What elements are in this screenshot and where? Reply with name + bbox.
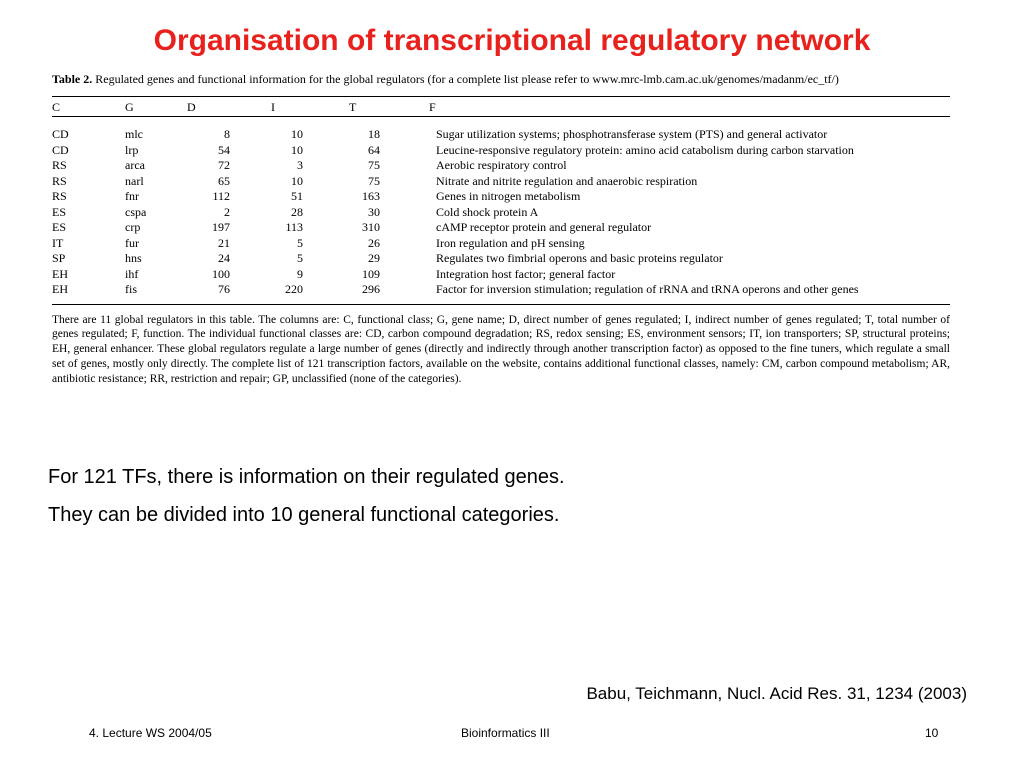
cell-total: 75 bbox=[368, 158, 380, 172]
cell-indirect: 220 bbox=[285, 282, 303, 296]
cell-total: 109 bbox=[362, 266, 380, 281]
header-i: I bbox=[271, 100, 275, 114]
cell-direct: 8 bbox=[224, 127, 230, 141]
footer-lecture: 4. Lecture WS 2004/05 bbox=[89, 726, 212, 740]
header-d: D bbox=[187, 100, 196, 114]
header-g: G bbox=[125, 100, 134, 114]
table-caption-label: Table 2. bbox=[52, 72, 93, 86]
cell-direct: 54 bbox=[218, 142, 230, 157]
cell-indirect: 10 bbox=[291, 142, 303, 157]
cell-class: ES bbox=[52, 204, 67, 219]
table-footnote: There are 11 global regulators in this table. The columns are: C, functional class; G, gene name; D, direct number of genes regulated; I, indirect number of genes regulated; T, total number of genes regulated; F, function. The individual functional classes are: CD, carbon compound degradation; RS, redox sensing; ES, environment sensors; IT, ion transporters; SP, structural proteins; EH, general enhancer. These global regulators regulate a large number of genes (directly and indirectly through another transcription factor) as opposed to the fine tuners, which regulate a small set of genes, mostly only directly. The complete list of 121 transcription factors, available on the website, contains additional functional classes, namely: CM, carbon compound metabolism; AR, antibiotic resistance; RR, restriction and repair; GP, unclassified (none of the categories). bbox=[52, 313, 950, 385]
cell-class: CD bbox=[52, 142, 69, 157]
cell-total: 310 bbox=[362, 220, 380, 234]
cell-gene: fnr bbox=[125, 189, 139, 203]
table-row bbox=[52, 267, 950, 283]
table-row bbox=[52, 143, 950, 159]
bullet-item: For 121 TFs, there is information on their regulated genes. bbox=[48, 466, 565, 488]
cell-direct: 2 bbox=[224, 204, 230, 219]
slide-title: Organisation of transcriptional regulatory network bbox=[153, 24, 871, 57]
cell-function: Integration host factor; general factor bbox=[436, 266, 616, 281]
cell-class: RS bbox=[52, 158, 67, 172]
footer-course: Bioinformatics III bbox=[461, 726, 550, 740]
table-row bbox=[52, 174, 950, 190]
bullet-item: They can be divided into 10 general functional categories. bbox=[48, 504, 560, 526]
cell-indirect: 10 bbox=[291, 127, 303, 141]
cell-class: ES bbox=[52, 220, 67, 234]
citation: Babu, Teichmann, Nucl. Acid Res. 31, 1234 (2003) bbox=[586, 684, 967, 703]
table-row bbox=[52, 220, 950, 236]
cell-class: EH bbox=[52, 282, 68, 296]
cell-total: 163 bbox=[362, 189, 380, 203]
cell-total: 75 bbox=[368, 173, 380, 188]
cell-direct: 76 bbox=[218, 282, 230, 296]
cell-total: 26 bbox=[368, 235, 380, 250]
table-row bbox=[52, 189, 950, 205]
cell-function: Genes in nitrogen metabolism bbox=[436, 189, 581, 203]
table-row bbox=[52, 205, 950, 221]
cell-function: Leucine-responsive regulatory protein: amino acid catabolism during carbon starvation bbox=[436, 142, 854, 157]
cell-gene: crp bbox=[125, 220, 141, 234]
cell-direct: 112 bbox=[212, 189, 230, 203]
cell-indirect: 5 bbox=[297, 251, 303, 265]
cell-total: 64 bbox=[368, 142, 380, 157]
cell-gene: fur bbox=[125, 235, 139, 250]
cell-indirect: 3 bbox=[297, 158, 303, 172]
cell-total: 30 bbox=[368, 204, 380, 219]
cell-total: 29 bbox=[368, 251, 380, 265]
cell-indirect: 10 bbox=[291, 173, 303, 188]
cell-class: RS bbox=[52, 173, 67, 188]
cell-function: Regulates two fimbrial operons and basic proteins regulator bbox=[436, 251, 723, 265]
table-figure bbox=[52, 72, 950, 386]
cell-direct: 100 bbox=[212, 266, 230, 281]
cell-indirect: 9 bbox=[297, 266, 303, 281]
cell-function: Iron regulation and pH sensing bbox=[436, 235, 585, 250]
cell-gene: arca bbox=[125, 158, 145, 172]
cell-direct: 24 bbox=[218, 251, 230, 265]
table-body bbox=[52, 117, 950, 304]
cell-class: IT bbox=[52, 235, 64, 250]
table-row bbox=[52, 251, 950, 267]
cell-function: cAMP receptor protein and general regulator bbox=[436, 220, 652, 234]
cell-total: 296 bbox=[362, 282, 380, 296]
cell-function: Cold shock protein A bbox=[436, 204, 539, 219]
cell-function: Aerobic respiratory control bbox=[436, 158, 567, 172]
table-row bbox=[52, 282, 950, 298]
cell-class: CD bbox=[52, 127, 69, 141]
cell-gene: narl bbox=[125, 173, 144, 188]
cell-gene: ihf bbox=[125, 266, 139, 281]
cell-gene: mlc bbox=[125, 127, 143, 141]
header-c: C bbox=[52, 100, 61, 114]
cell-gene: lrp bbox=[125, 142, 139, 157]
cell-indirect: 51 bbox=[291, 189, 303, 203]
cell-indirect: 5 bbox=[297, 235, 303, 250]
cell-function: Factor for inversion stimulation; regulation of rRNA and tRNA operons and other genes bbox=[436, 282, 859, 296]
cell-gene: cspa bbox=[125, 204, 147, 219]
header-f: F bbox=[429, 100, 436, 114]
cell-direct: 72 bbox=[218, 158, 230, 172]
table-bottom-rule bbox=[52, 304, 950, 305]
cell-gene: hns bbox=[125, 251, 142, 265]
cell-direct: 197 bbox=[212, 220, 230, 234]
cell-function: Sugar utilization systems; phosphotransferase system (PTS) and general activator bbox=[436, 127, 828, 141]
table-caption bbox=[52, 72, 950, 87]
cell-total: 18 bbox=[368, 127, 380, 141]
bullet-list bbox=[48, 458, 565, 534]
cell-class: SP bbox=[52, 251, 66, 265]
header-t: T bbox=[349, 100, 357, 114]
cell-indirect: 28 bbox=[291, 204, 303, 219]
table-header-row bbox=[52, 97, 950, 116]
footer-page-number: 10 bbox=[925, 726, 939, 740]
table-caption-text: Regulated genes and functional information for the global regulators (for a complete list please refer to www.mrc-lmb.cam.ac.uk/genomes/madanm/ec_tf/) bbox=[95, 72, 839, 86]
cell-function: Nitrate and nitrite regulation and anaerobic respiration bbox=[436, 173, 698, 188]
cell-direct: 21 bbox=[218, 235, 230, 250]
cell-direct: 65 bbox=[218, 173, 230, 188]
cell-gene: fis bbox=[125, 282, 137, 296]
cell-class: RS bbox=[52, 189, 67, 203]
table-row bbox=[52, 127, 950, 143]
table-row bbox=[52, 158, 950, 174]
table-row bbox=[52, 236, 950, 252]
cell-class: EH bbox=[52, 266, 68, 281]
cell-indirect: 113 bbox=[285, 220, 303, 234]
